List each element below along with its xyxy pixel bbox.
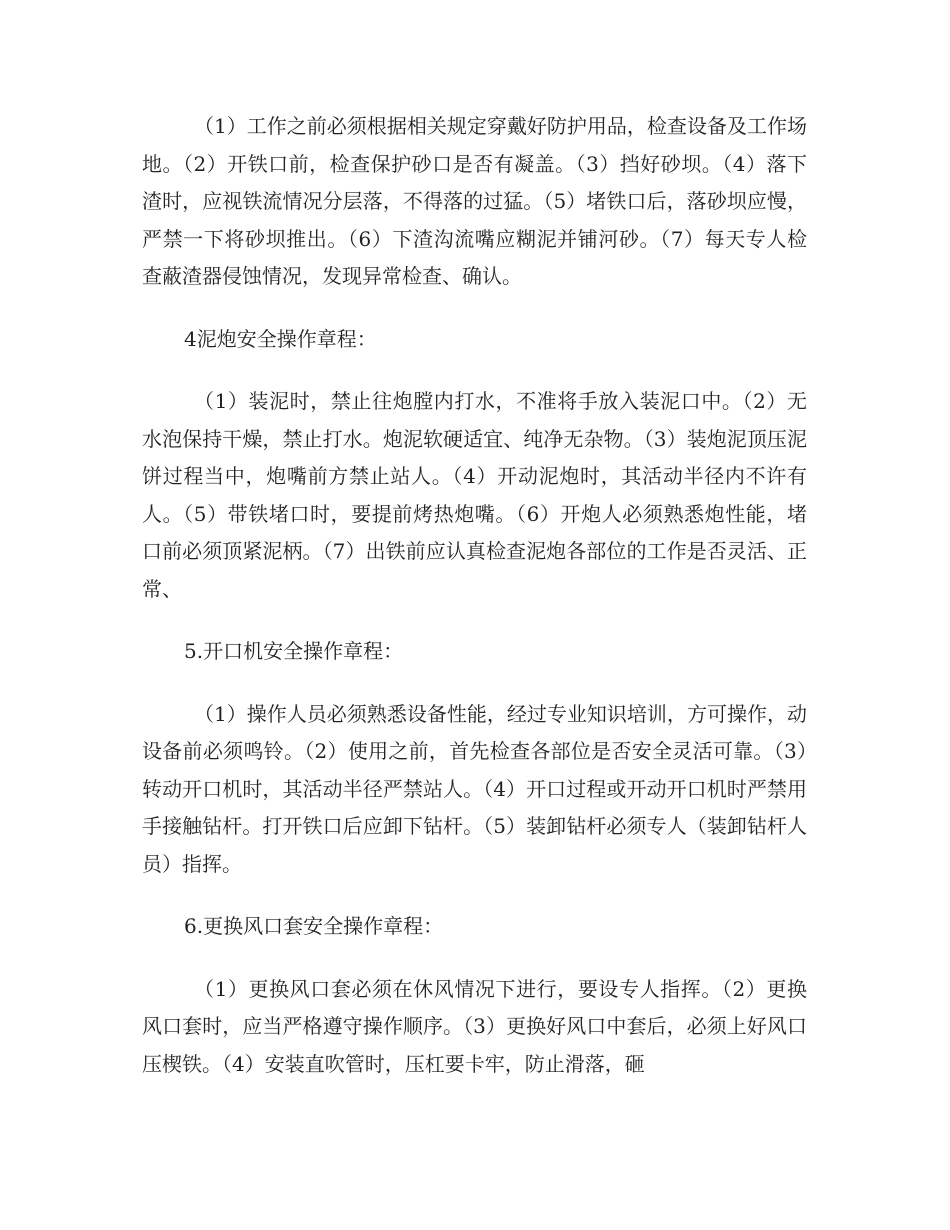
document-body: [142, 108, 807, 1083]
heading-tuyere-replacement-rules: 6.更换风口套安全操作章程：: [184, 914, 444, 938]
paragraph-mud-gun-rules: （1）装泥时，禁止往炮膛内打水，不准将手放入装泥口中。（2）无水泡保持干燥，禁止打水。炮泥软硬适宜、纯净无杂物。（3）装炮泥顶压泥饼过程当中，炮嘴前方禁止站人。（4）开动泥炮时，其活动半径内不许有人。（5）带铁堵口时，要提前烤热炮嘴。（6）开炮人必须熟悉炮性能，堵口前必须顶紧泥柄。（7）出铁前应认真检查泥炮各部位的工作是否灵活、正常、: [142, 389, 807, 601]
paragraph-tuyere-replacement-rules: （1）更换风口套必须在休风情况下进行，要设专人指挥。（2）更换风口套时，应当严格遵守操作顺序。（3）更换好风口中套后，必须上好风口压楔铁。（4）安装直吹管时，压杠要卡牢，防止滑落，砸: [142, 976, 807, 1076]
paragraph-taphole-rules: （1）工作之前必须根据相关规定穿戴好防护用品，检查设备及工作场地。（2）开铁口前，检查保护砂口是否有凝盖。（3）挡好砂坝。（4）落下渣时，应视铁流情况分层落，不得落的过猛。（5）堵铁口后，落砂坝应慢，严禁一下将砂坝推出。（6）下渣沟流嘴应糊泥并铺河砂。（7）每天专人检查蔽渣器侵蚀情况，发现异常检查、确认。: [142, 114, 807, 288]
heading-drilling-machine-rules: 5.开口机安全操作章程：: [184, 639, 404, 663]
paragraph-drilling-machine-rules: （1）操作人员必须熟悉设备性能，经过专业知识培训，方可操作，动设备前必须鸣铃。（2）使用之前，首先检查各部位是否安全灵活可靠。（3）转动开口机时，其活动半径严禁站人。（4）开口过程或开动开口机时严禁用手接触钻杆。打开铁口后应卸下钻杆。（5）装卸钻杆必须专人（装卸钻杆人员）指挥。: [142, 701, 807, 876]
heading-mud-gun-rules: 4泥炮安全操作章程：: [184, 326, 377, 351]
